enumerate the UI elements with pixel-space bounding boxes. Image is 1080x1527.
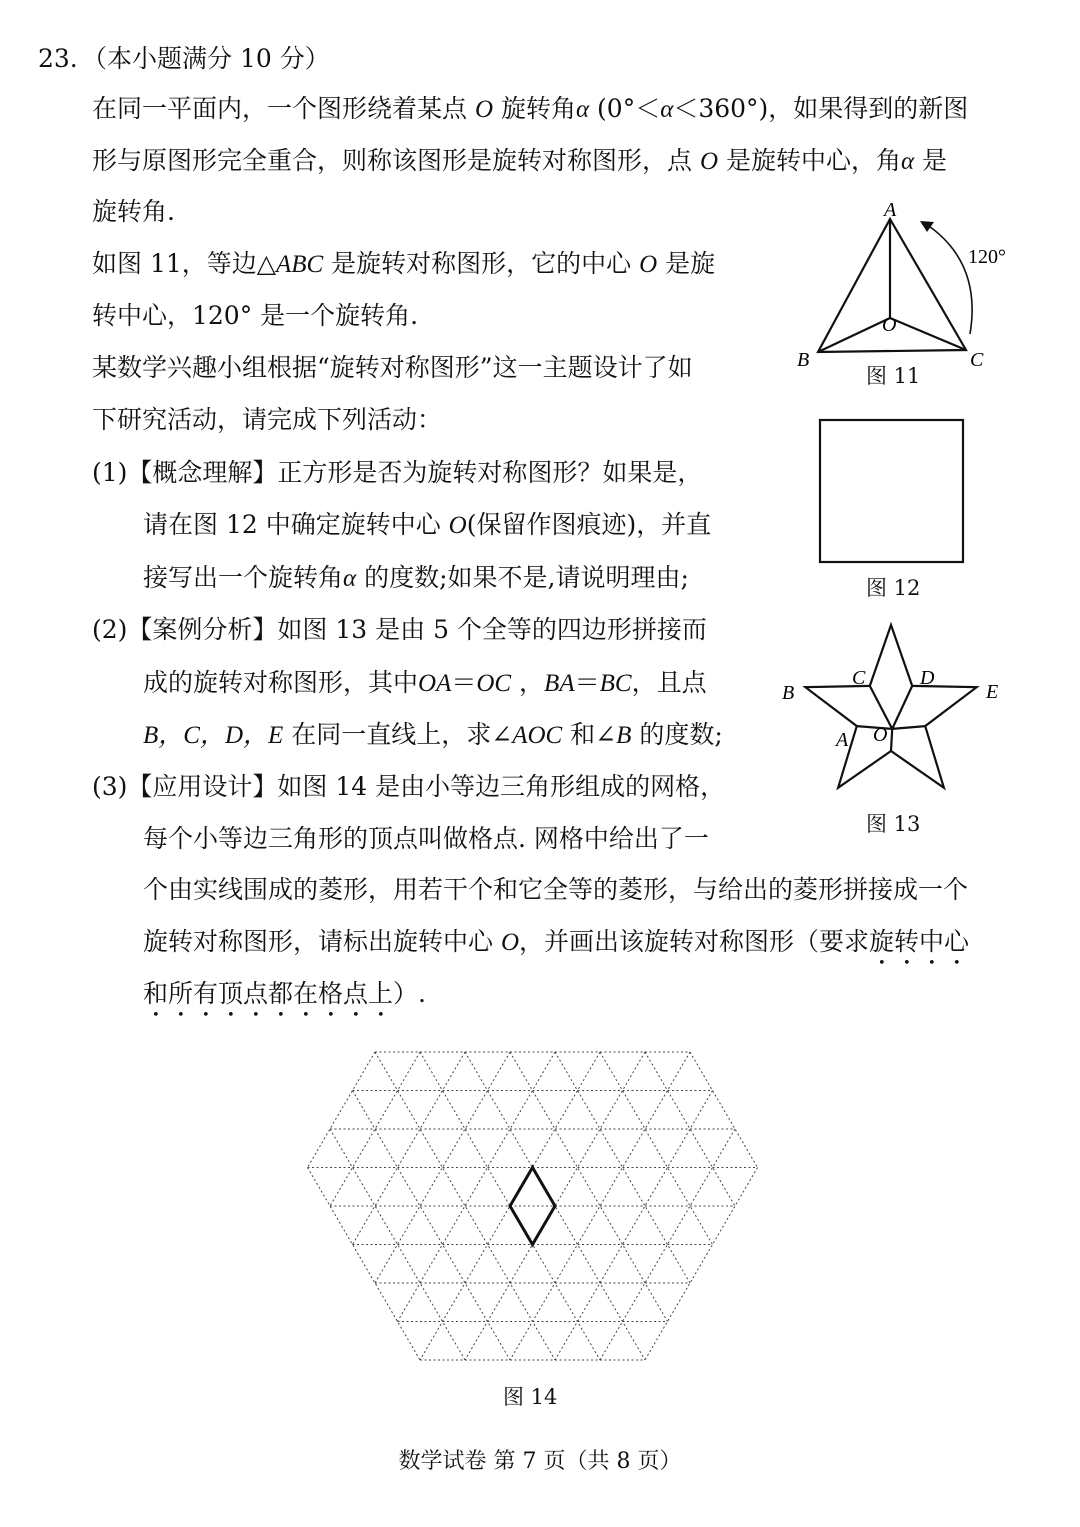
part1-line-3: 接写出一个旋转角α 的度数;如果不是,请说明理由;	[143, 563, 689, 592]
example-line-1: 如图 11，等边△ABC 是旋转对称图形，它的中心 O 是旋	[92, 249, 716, 278]
fig11-angle-label: 120°	[968, 246, 1006, 268]
score-note: （本小题满分 10 分）	[82, 44, 330, 73]
grid-line	[398, 1052, 556, 1322]
intro-line-2: 形与原图形完全重合，则称该图形是旋转对称图形，点 O 是旋转中心，角α 是	[92, 146, 948, 175]
grid-line	[308, 1052, 376, 1168]
grid-line	[690, 1052, 758, 1168]
fig11-label-A: A	[884, 199, 897, 221]
grid-line	[600, 1052, 713, 1245]
example-line-2: 转中心，120° 是一个旋转角.	[92, 301, 419, 330]
question-number: 23.	[38, 44, 78, 73]
intro-line-1: 在同一平面内，一个图形绕着某点 O 旋转角α (0°＜α＜360°)，如果得到的新图	[92, 94, 969, 123]
part3-line-3: 个由实线围成的菱形，用若干个和它全等的菱形，与给出的菱形拼接成一个	[143, 875, 969, 904]
fig11-caption: 图 11	[866, 364, 921, 388]
part3-line-4: 旋转对称图形，请标出旋转中心 O，并画出该旋转对称图形（要求旋转中心	[143, 927, 970, 956]
fig11-label-C: C	[970, 349, 984, 371]
fig14-caption: 图 14	[503, 1385, 558, 1409]
fig13-label-A: A	[836, 729, 849, 751]
fig13-label-O: O	[873, 724, 888, 746]
fig11-label-O: O	[882, 314, 897, 336]
grid-line	[645, 1168, 758, 1361]
fig12-caption: 图 12	[866, 576, 921, 600]
activity-line-2: 下研究活动，请完成下列活动：	[92, 405, 443, 434]
grid-line	[555, 1091, 713, 1361]
activity-line-1: 某数学兴趣小组根据“旋转对称图形”这一主题设计了如	[92, 353, 693, 382]
intro-line-3: 旋转角.	[92, 197, 175, 226]
fig13-label-D: D	[920, 667, 935, 689]
fig13-label-E: E	[986, 681, 999, 703]
page-footer: 数学试卷 第 7 页（共 8 页）	[398, 1449, 682, 1474]
part2-line-1: (2)【案例分析】如图 13 是由 5 个全等的四边形拼接而	[92, 615, 707, 644]
part3-line-5: 和所有顶点都在格点上）.	[143, 979, 426, 1008]
fig13-label-B: B	[782, 682, 795, 704]
part3-line-1: (3)【应用设计】如图 14 是由小等边三角形组成的网格，	[92, 772, 726, 801]
grid-line	[353, 1091, 511, 1361]
part1-line-2: 请在图 12 中确定旋转中心 O(保留作图痕迹)，并直	[143, 510, 712, 539]
fig11-label-B: B	[797, 349, 810, 371]
fig13-caption: 图 13	[866, 812, 921, 836]
grid-line	[353, 1052, 466, 1245]
fig13-label-C: C	[852, 667, 866, 689]
part2-line-2: 成的旋转对称图形，其中OA＝OC ，BA＝BC，且点	[143, 668, 707, 697]
part1-line-1: (1)【概念理解】正方形是否为旋转对称图形？如果是，	[92, 458, 703, 487]
grid-line	[308, 1168, 421, 1361]
grid-line	[510, 1052, 668, 1322]
part2-line-3: B，C，D，E 在同一直线上，求∠AOC 和∠B 的度数;	[143, 720, 723, 749]
part3-line-2: 每个小等边三角形的顶点叫做格点. 网格中给出了一	[143, 824, 709, 853]
